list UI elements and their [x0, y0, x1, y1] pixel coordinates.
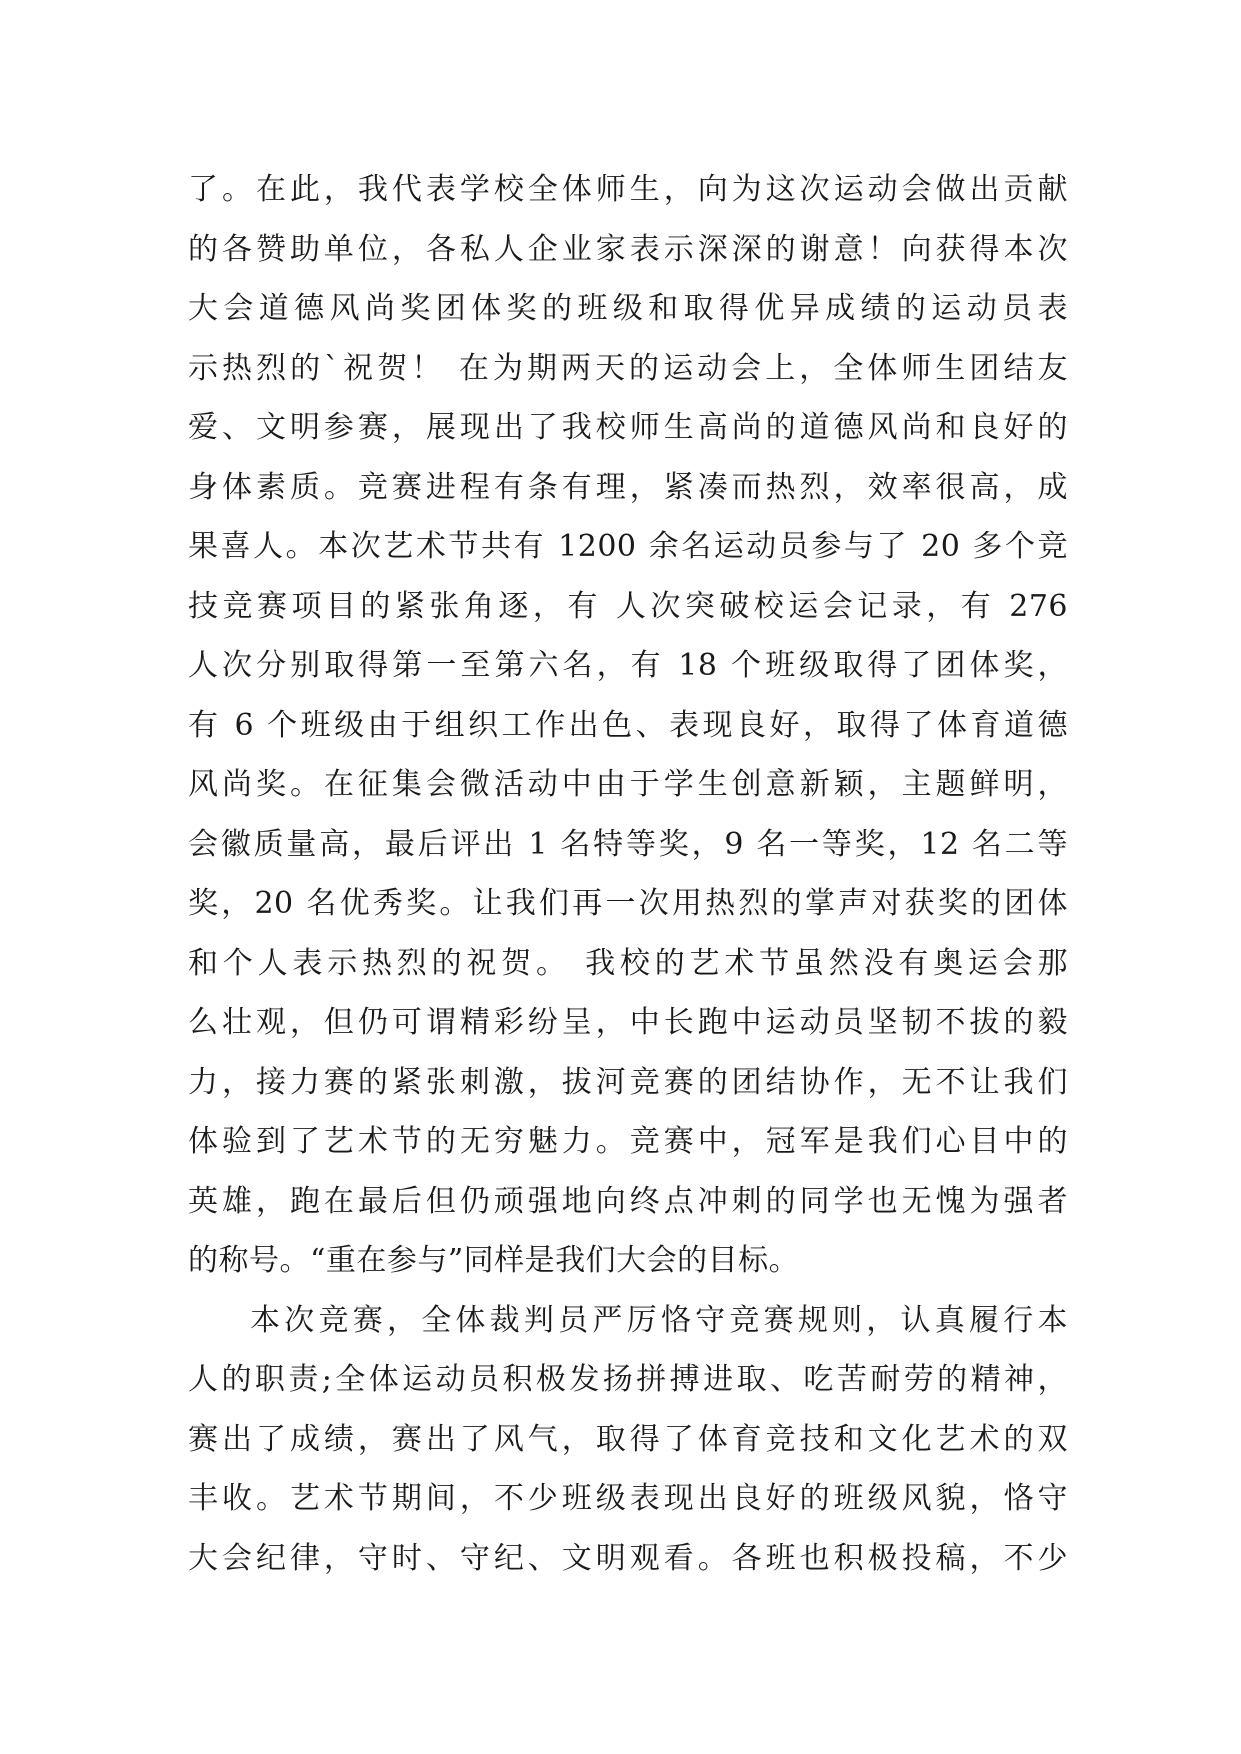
- text-line: 么壮观，但仍可谓精彩纷呈，中长跑中运动员坚韧不拔的毅: [188, 1005, 1068, 1040]
- text-line: 有 6 个班级由于组织工作出色、表现良好，取得了体育道德: [188, 707, 1068, 743]
- text-line: 本次竞赛，全体裁判员严厉恪守竞赛规则，认真履行本: [250, 1302, 1068, 1338]
- text-line: 技竞赛项目的紧张角逐，有 人次突破校运会记录，有 276: [188, 588, 1068, 624]
- text-line: 的称号。“重在参与”同样是我们大会的目标。: [188, 1243, 800, 1278]
- text-line: 了。在此，我代表学校全体师生，向为这次运动会做出贡献: [188, 172, 1068, 207]
- text-line: 人次分别取得第一至第六名，有 18 个班级取得了团体奖，: [188, 648, 1068, 683]
- text-line: 爱、文明参赛，展现出了我校师生高尚的道德风尚和良好的: [188, 410, 1068, 445]
- text-line: 体验到了艺术节的无穷魅力。竞赛中，冠军是我们心目中的: [188, 1124, 1068, 1159]
- text-line: 风尚奖。在征集会微活动中由于学生创意新颖，主题鲜明，: [188, 767, 1068, 802]
- text-line: 丰收。艺术节期间，不少班级表现出良好的班级风貌，恪守: [188, 1481, 1068, 1516]
- text-line: 力，接力赛的紧张刺激，拔河竞赛的团结协作，无不让我们: [188, 1064, 1068, 1100]
- paragraph-2: [188, 1291, 1068, 1589]
- text-line: 大会纪律，守时、守纪、文明观看。各班也积极投稿，不少: [188, 1540, 1068, 1576]
- text-line: 会徽质量高，最后评出 1 名特等奖，9 名一等奖，12 名二等: [188, 826, 1068, 862]
- paragraph-1: [188, 160, 1068, 1291]
- text-line: 奖，20 名优秀奖。让我们再一次用热烈的掌声对获奖的团体: [188, 886, 1068, 921]
- text-line: 赛出了成绩，赛出了风气，取得了体育竞技和文化艺术的双: [188, 1421, 1068, 1457]
- text-line: 和个人表示热烈的祝贺。 我校的艺术节虽然没有奥运会那: [188, 945, 1068, 981]
- text-line: 的各赞助单位，各私人企业家表示深深的谢意！向获得本次: [188, 231, 1068, 267]
- text-line: 大会道德风尚奖团体奖的班级和取得优异成绩的运动员表: [188, 291, 1068, 326]
- text-line: 果喜人。本次艺术节共有 1200 余名运动员参与了 20 多个竞: [188, 529, 1068, 564]
- body-text: [188, 160, 1068, 1588]
- text-line: 示热烈的`祝贺！ 在为期两天的运动会上，全体师生团结友: [188, 350, 1068, 386]
- text-line: 人的职责;全体运动员积极发扬拼搏进取、吃苦耐劳的精神，: [188, 1362, 1068, 1397]
- text-line: 身体素质。竞赛进程有条有理，紧凑而热烈，效率很高，成: [188, 469, 1068, 505]
- text-line: 英雄，跑在最后但仍顽强地向终点冲刺的同学也无愧为强者: [188, 1183, 1068, 1219]
